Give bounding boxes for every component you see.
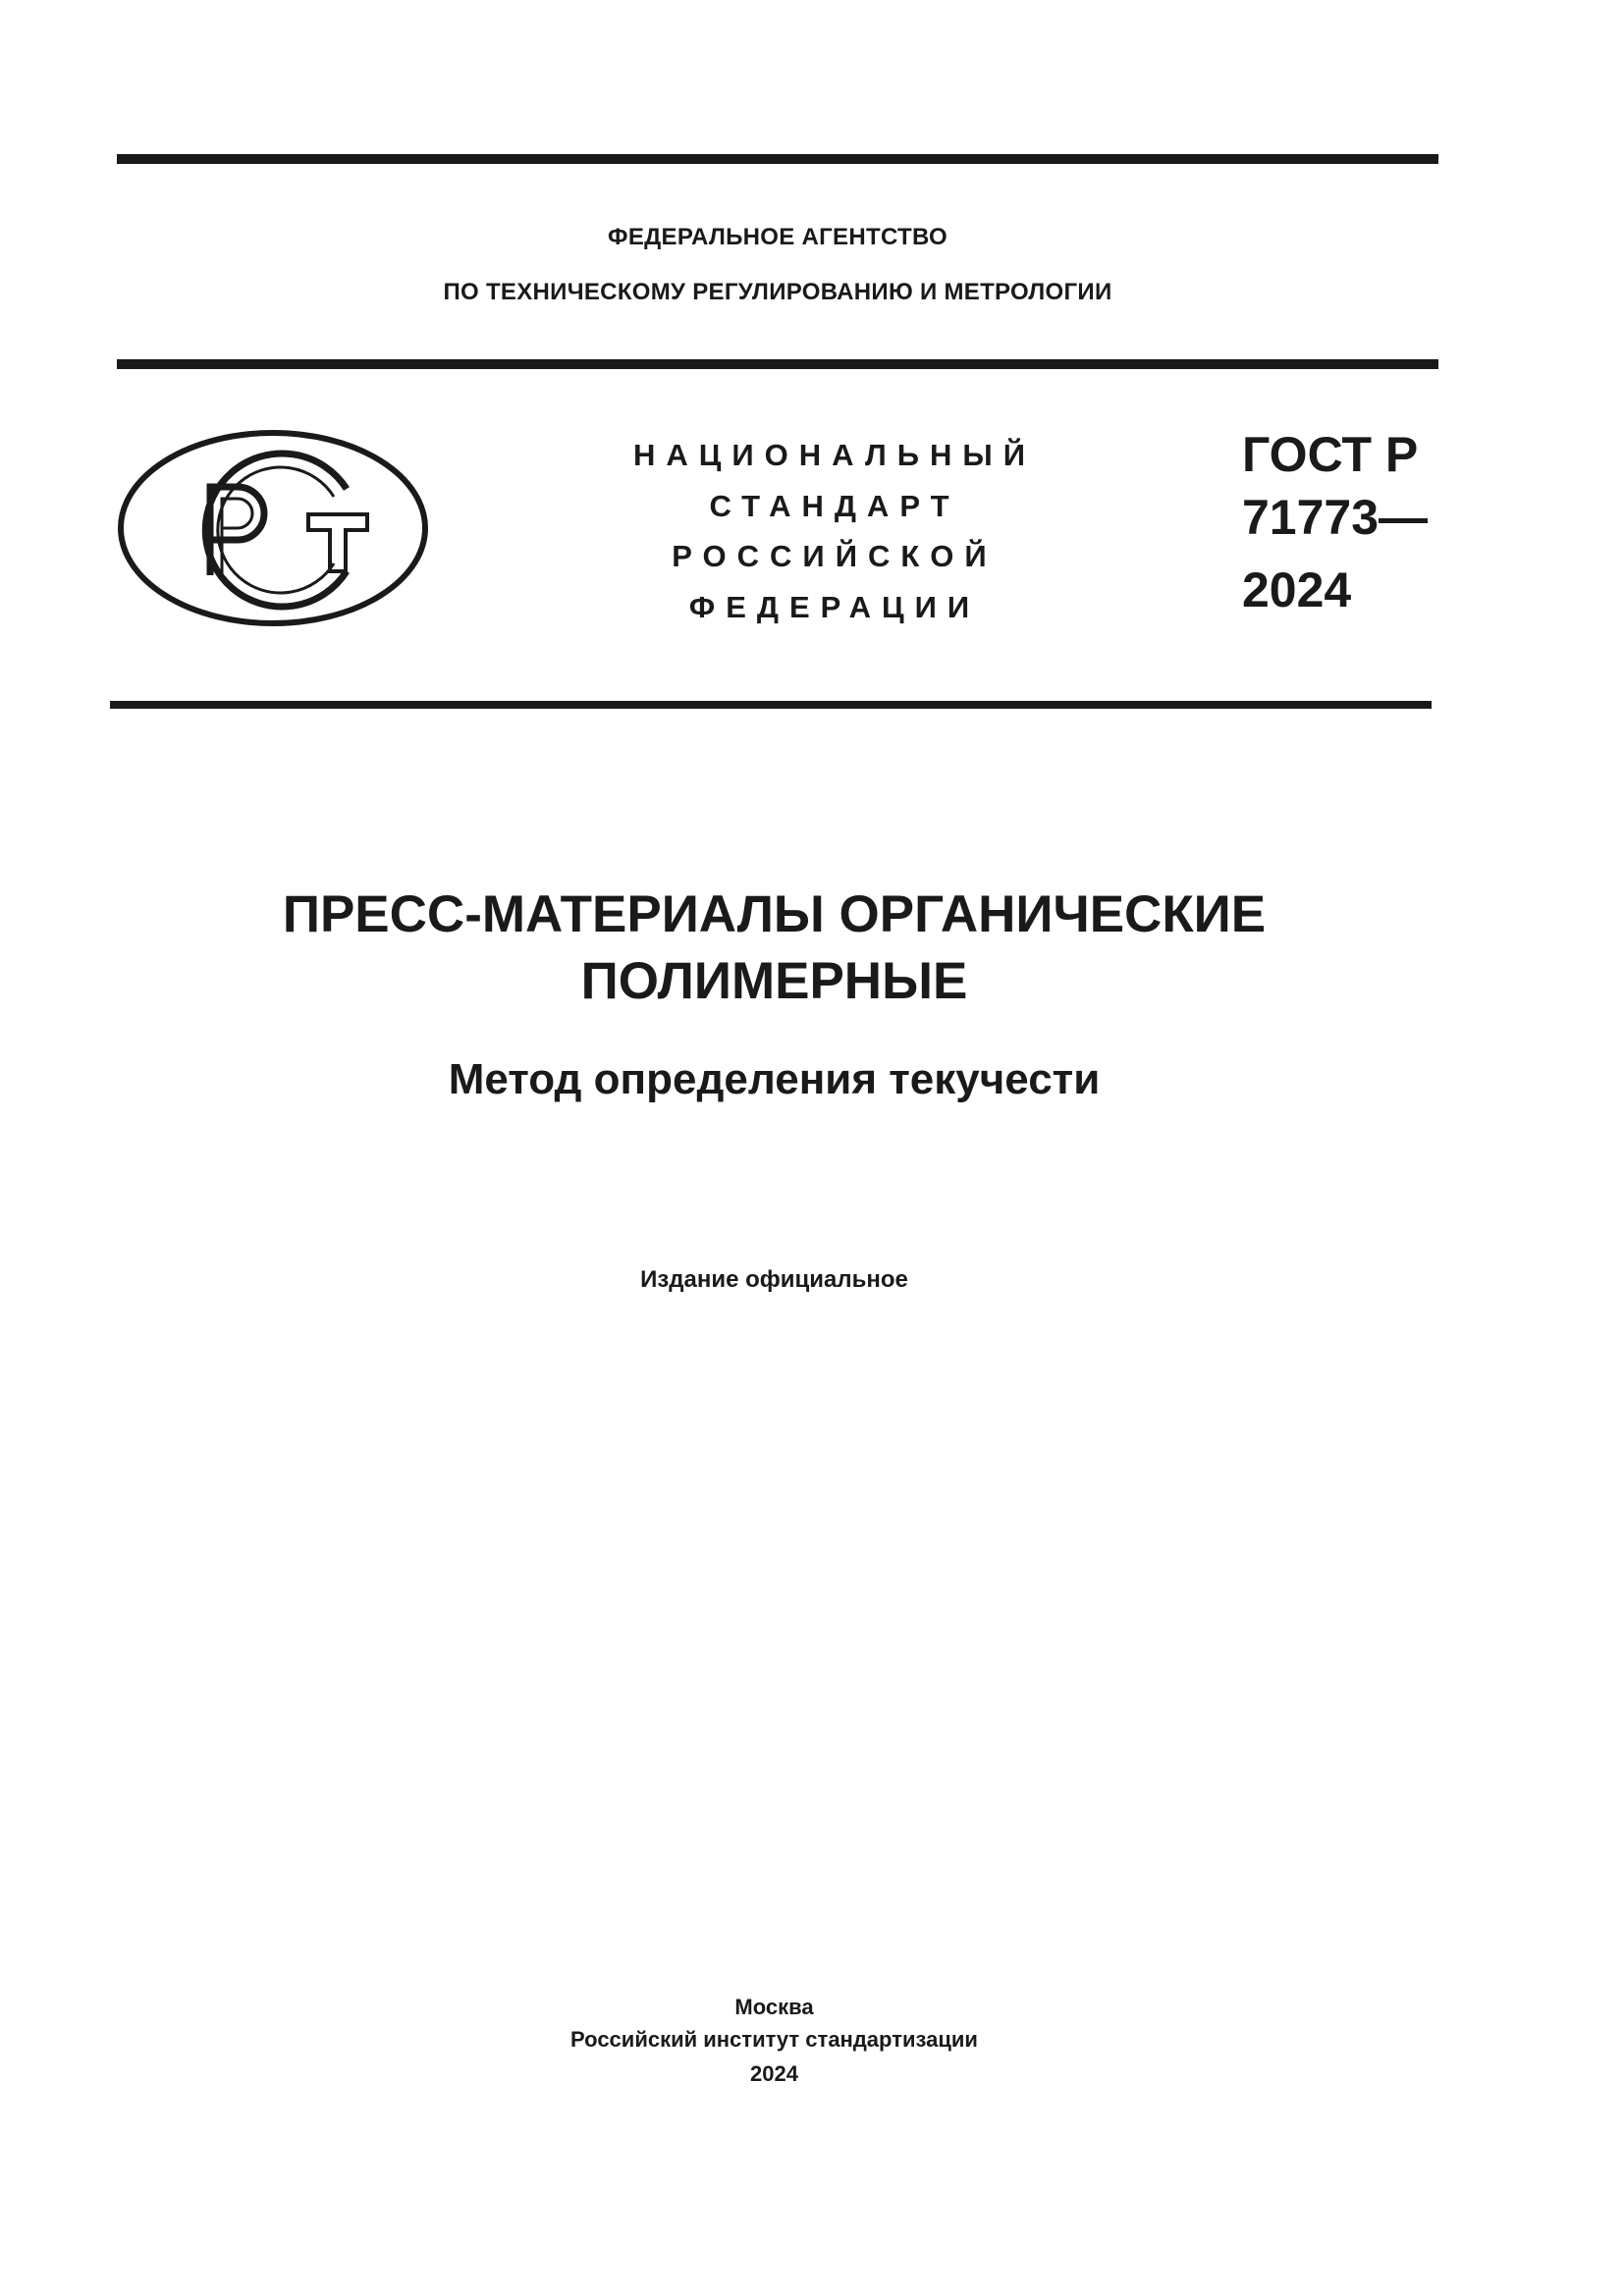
imprint-city: Москва [734, 1995, 814, 2019]
edition-note: Издание официальное [640, 1266, 908, 1293]
rst-certification-mark-icon [116, 428, 430, 628]
national-standard-line: НАЦИОНАЛЬНЫЙ [632, 438, 1037, 472]
agency-name-line-2: ПО ТЕХНИЧЕСКОМУ РЕГУЛИРОВАНИЮ И МЕТРОЛОГИИ [443, 279, 1112, 305]
national-standard-line: РОССИЙСКОЙ [672, 539, 998, 573]
agency-name-line-1: ФЕДЕРАЛЬНОЕ АГЕНТСТВО [608, 224, 947, 250]
imprint-publisher: Российский институт стандартизации [570, 2027, 978, 2052]
middle-rule [117, 359, 1438, 369]
standard-designation-line: 71773— [1242, 490, 1429, 545]
bottom-rule [110, 701, 1432, 709]
national-standard-line: СТАНДАРТ [709, 489, 960, 523]
imprint-year: 2024 [750, 2061, 798, 2086]
document-title-line-2: ПОЛИМЕРНЫЕ [580, 952, 968, 1010]
document-title-line-1: ПРЕСС-МАТЕРИАЛЫ ОРГАНИЧЕСКИЕ [282, 885, 1267, 943]
standard-designation-line: 2024 [1242, 562, 1352, 617]
document-subtitle: Метод определения текучести [448, 1055, 1101, 1103]
national-standard-line: ФЕДЕРАЦИИ [688, 590, 981, 624]
standard-designation-line: ГОСТ Р [1242, 427, 1419, 482]
top-rule [117, 154, 1438, 164]
